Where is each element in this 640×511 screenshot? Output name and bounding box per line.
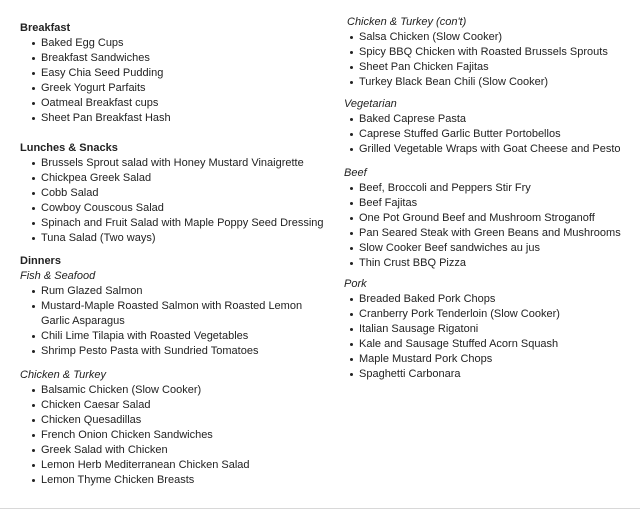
list-item: Balsamic Chicken (Slow Cooker): [26, 383, 250, 398]
list-item: Spicy BBQ Chicken with Roasted Brussels Sprouts: [344, 45, 608, 60]
recipe-list: [26, 383, 250, 488]
list-item: Easy Chia Seed Pudding: [26, 66, 171, 81]
list-item: Grilled Vegetable Wraps with Goat Cheese and Pesto: [344, 142, 621, 157]
divider: [0, 508, 640, 509]
list-item: Chili Lime Tilapia with Roasted Vegetables: [26, 329, 303, 344]
recipe-list: [344, 30, 608, 90]
list-item: Cobb Salad: [26, 186, 324, 201]
recipe-list: [26, 36, 171, 126]
list-item: Spinach and Fruit Salad with Maple Poppy Seed Dressing: [26, 216, 324, 231]
list-item: Cowboy Couscous Salad: [26, 201, 324, 216]
section-heading: Fish & Seafood: [20, 270, 96, 282]
section-fish: [20, 269, 303, 359]
section-pork: [344, 277, 560, 382]
list-item: Maple Mustard Pork Chops: [344, 352, 560, 367]
list-item: Turkey Black Bean Chili (Slow Cooker): [344, 75, 608, 90]
list-item: Tuna Salad (Two ways): [26, 231, 324, 246]
section-dinners: [20, 254, 61, 269]
recipe-list: [344, 181, 621, 271]
recipe-list: [344, 112, 621, 157]
list-item: Kale and Sausage Stuffed Acorn Squash: [344, 337, 560, 352]
list-item: Greek Yogurt Parfaits: [26, 81, 171, 96]
list-item: Beef, Broccoli and Peppers Stir Fry: [344, 181, 621, 196]
list-item: Lemon Thyme Chicken Breasts: [26, 473, 250, 488]
list-item: Shrimp Pesto Pasta with Sundried Tomatoes: [26, 344, 303, 359]
list-item: Beef Fajitas: [344, 196, 621, 211]
section-heading: Chicken & Turkey: [20, 369, 106, 381]
list-item: Chicken Caesar Salad: [26, 398, 250, 413]
list-item: Pan Seared Steak with Green Beans and Mushrooms: [344, 226, 621, 241]
list-item: Brussels Sprout salad with Honey Mustard Vinaigrette: [26, 156, 324, 171]
section-heading: Pork: [344, 278, 367, 290]
section-heading: Vegetarian: [344, 98, 397, 110]
list-item: Chicken Quesadillas: [26, 413, 250, 428]
section-heading: Dinners: [20, 255, 61, 267]
list-item: Italian Sausage Rigatoni: [344, 322, 560, 337]
section-lunches: [20, 141, 324, 246]
section-heading: Chicken & Turkey (con't): [347, 16, 467, 28]
recipe-list: [344, 292, 560, 382]
list-item: Baked Caprese Pasta: [344, 112, 621, 127]
list-item: Slow Cooker Beef sandwiches au jus: [344, 241, 621, 256]
list-item: French Onion Chicken Sandwiches: [26, 428, 250, 443]
list-item: Salsa Chicken (Slow Cooker): [344, 30, 608, 45]
list-item: Cranberry Pork Tenderloin (Slow Cooker): [344, 307, 560, 322]
section-chicken: [20, 368, 250, 488]
section-breakfast: [20, 21, 171, 126]
list-item: Greek Salad with Chicken: [26, 443, 250, 458]
list-item: Rum Glazed Salmon: [26, 284, 303, 299]
list-item: One Pot Ground Beef and Mushroom Stroganoff: [344, 211, 621, 226]
section-heading: Lunches & Snacks: [20, 142, 118, 154]
recipe-list: [26, 156, 324, 246]
list-item: Spaghetti Carbonara: [344, 367, 560, 382]
section-heading: Breakfast: [20, 22, 71, 34]
list-item: Sheet Pan Breakfast Hash: [26, 111, 171, 126]
section-chicken-cont: [347, 15, 608, 90]
list-item: Breakfast Sandwiches: [26, 51, 171, 66]
recipe-list: [26, 284, 303, 359]
section-vegetarian: [344, 97, 621, 157]
list-item: Thin Crust BBQ Pizza: [344, 256, 621, 271]
list-item: Oatmeal Breakfast cups: [26, 96, 171, 111]
section-heading: Beef: [344, 167, 367, 179]
list-item: Sheet Pan Chicken Fajitas: [344, 60, 608, 75]
list-item: Lemon Herb Mediterranean Chicken Salad: [26, 458, 250, 473]
list-item: Mustard-Maple Roasted Salmon with Roasted Lemon Garlic Asparagus: [26, 299, 303, 329]
section-beef: [344, 166, 621, 271]
list-item: Chickpea Greek Salad: [26, 171, 324, 186]
list-item: Baked Egg Cups: [26, 36, 171, 51]
list-item: Breaded Baked Pork Chops: [344, 292, 560, 307]
list-item: Caprese Stuffed Garlic Butter Portobellos: [344, 127, 621, 142]
